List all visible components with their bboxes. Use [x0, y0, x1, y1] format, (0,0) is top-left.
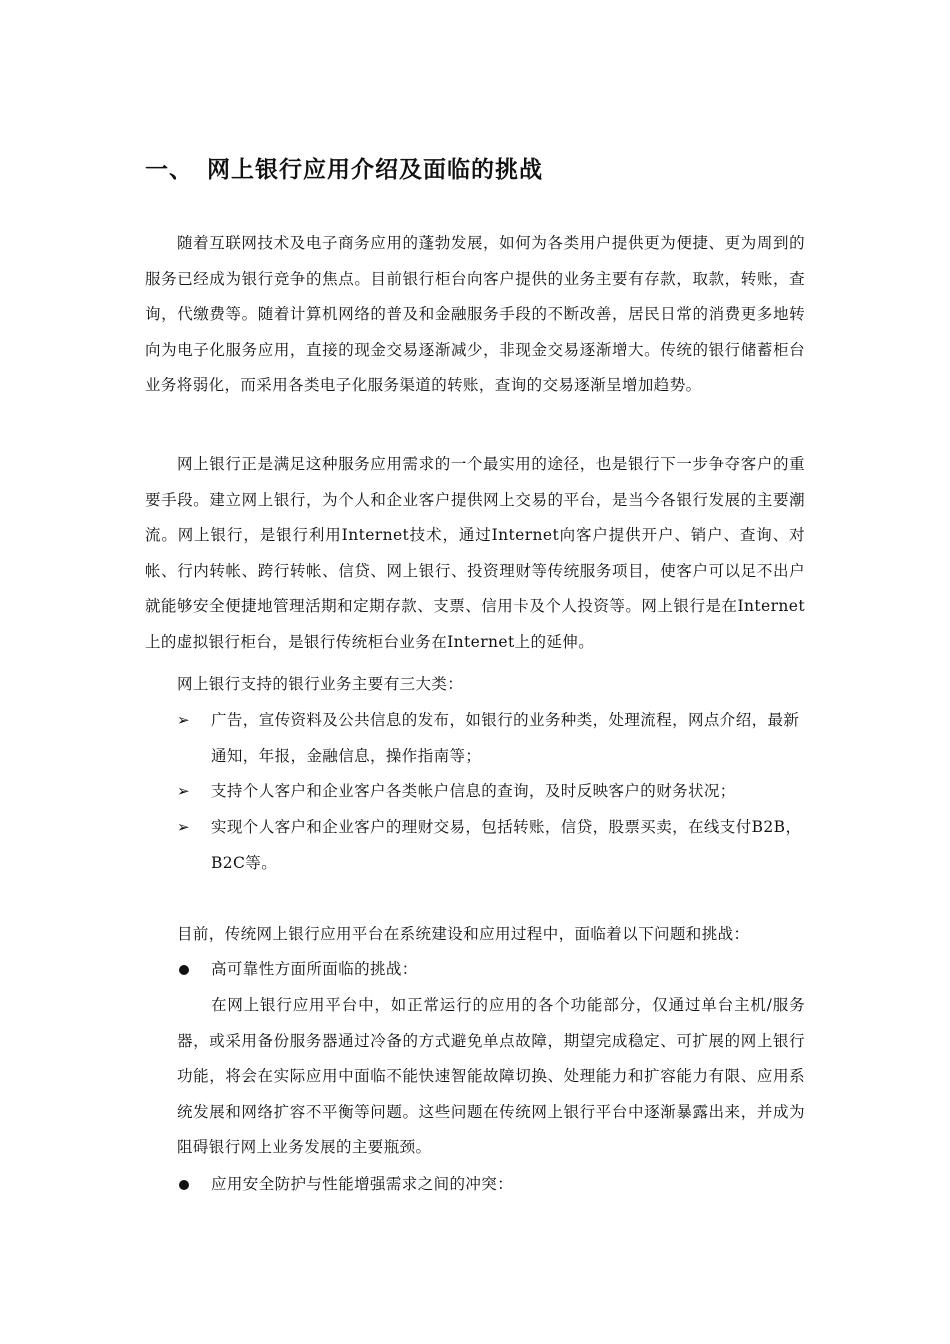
challenge-item [177, 952, 805, 988]
dot-bullet-icon [179, 1180, 189, 1190]
section-heading [145, 153, 543, 187]
challenge-title: 高可靠性方面所面临的挑战： [211, 960, 418, 978]
paragraph-challenges-intro: 目前，传统网上银行应用平台在系统建设和应用过程中，面临着以下问题和挑战： [177, 925, 750, 943]
section-number: 一、 [145, 157, 193, 183]
list-item-text: 实现个人客户和企业客户的理财交易，包括转账，信贷，股票买卖，在线支付B2B，B2C等。 [211, 818, 802, 872]
section-title: 网上银行应用介绍及面临的挑战 [207, 157, 543, 183]
arrow-bullet-icon: ➢ [177, 818, 190, 836]
challenge-title: 应用安全防护与性能增强需求之间的冲突： [211, 1175, 514, 1193]
arrow-bullet-icon: ➢ [177, 782, 190, 800]
list-item [177, 703, 805, 774]
list-item [177, 810, 805, 881]
list-item-text: 广告，宣传资料及公共信息的发布，如银行的业务种类，处理流程，网点介绍，最新通知，年报，金融信息，操作指南等； [211, 711, 800, 765]
challenge-item [177, 1167, 805, 1203]
paragraph-online-banking: 网上银行正是满足这种服务应用需求的一个最实用的途径，也是银行下一步争夺客户的重要手段。建立网上银行，为个人和企业客户提供网上交易的平台，是当今各银行发展的主要潮流。网上银行，是银行利用Internet技术，通过Internet向客户提供开户、销户、查询、对帐、行内转帐、跨行转帐、信贷、网上银行、投资理财等传统服务项目，使客户可以足不出户就能够安全便捷地管理活期和定期存款、支票、信用卡及个人投资等。网上银行是在Internet上的虚拟银行柜台，是银行传统柜台业务在Internet上的延伸。 [145, 455, 805, 651]
paragraph-business-types: 网上银行支持的银行业务主要有三大类： [177, 675, 464, 693]
paragraph-intro: 随着互联网技术及电子商务应用的蓬勃发展，如何为各类用户提供更为便捷、更为周到的服务已经成为银行竞争的焦点。目前银行柜台向客户提供的业务主要有存款，取款，转账，查询，代缴费等。随着计算机网络的普及和金融服务手段的不断改善，居民日常的消费更多地转向为电子化服务应用，直接的现金交易逐渐减少，非现金交易逐渐增大。传统的银行储蓄柜台业务将弱化，而采用各类电子化服务渠道的转账，查询的交易逐渐呈增加趋势。 [145, 234, 805, 395]
list-item-text: 支持个人客户和企业客户各类帐户信息的查询，及时反映客户的财务状况； [211, 782, 736, 800]
paragraph-reliability: 在网上银行应用平台中，如正常运行的应用的各个功能部分，仅通过单台主机/服务器，或采用备份服务器通过冷备的方式避免单点故障，期望完成稳定、可扩展的网上银行功能，将会在实际应用中面临不能快速智能故障切换、处理能力和扩容能力有限、应用系统发展和网络扩容不平衡等问题。这些问题在传统网上银行平台中逐渐暴露出来，并成为阻碍银行网上业务发展的主要瓶颈。 [177, 996, 805, 1157]
list-item [177, 774, 805, 810]
arrow-bullet-icon: ➢ [177, 711, 190, 729]
dot-bullet-icon [179, 965, 189, 975]
